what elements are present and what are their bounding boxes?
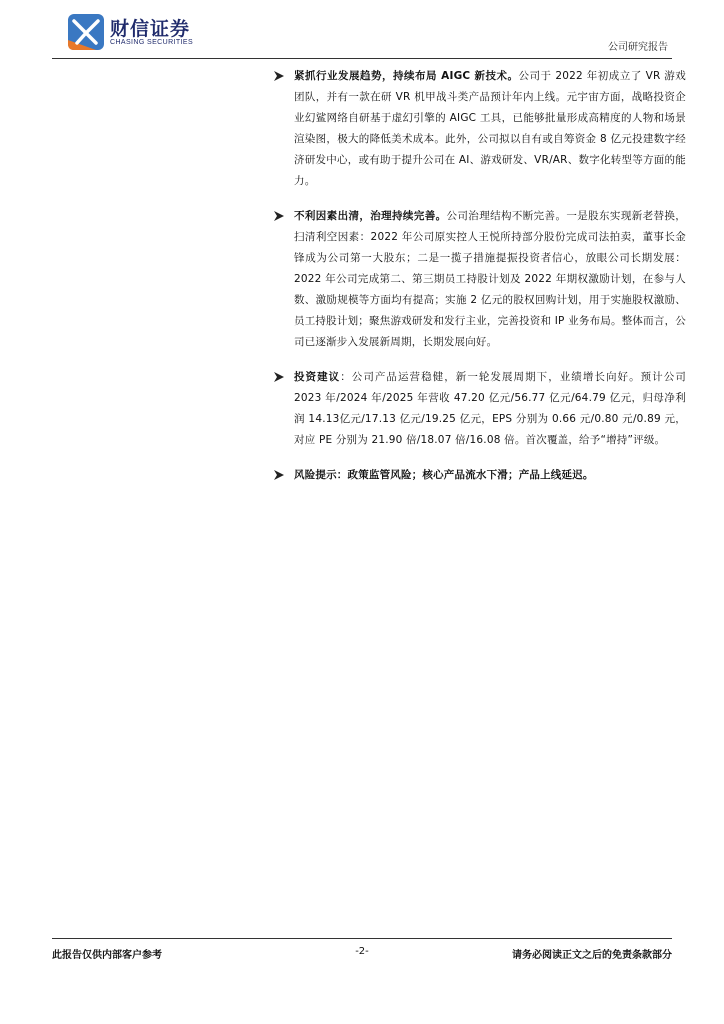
- paragraph-body: 公司于 2022 年初成立了 VR 游戏团队，并有一款在研 VR 机甲战斗类产品预计年内上线。元宇宙方面，战略投资企业幻鲨网络自研基于虚幻引擎的 AIGC 工具，已能够批量形成高精度的人物和场景渲染图，极大的降低美术成本。此外，公司拟以自有或自筹资金 8 亿元投建数字经济研发中心，或有助于提升公司在 AI、游戏研发、VR/AR、数字化转型等方面的能力。: [294, 70, 686, 187]
- paragraph-body: 公司治理结构不断完善。一是股东实现新老替换，扫清利空因素：2022 年公司原实控人王悦所持部分股份完成司法拍卖，董事长金锋成为公司第一大股东；二是一揽子措施提振投资者信心，放眼公司长期发展：2022 年公司完成第二、第三期员工持股计划及 2022 年期权激励计划，在参与人数、激励规模等方面均有提高；实施 2 亿元的股权回购计划，用于实施股权激励、员工持股计划；聚焦游戏研发和发行主业，完善投资和 IP 业务布局。整体而言，公司已逐渐步入发展新周期，长期发展向好。: [294, 210, 686, 348]
- paragraph: [294, 367, 686, 451]
- arrow-bullet-icon: [272, 370, 286, 384]
- logo-english-name: CHASING SECURITIES: [110, 39, 194, 46]
- header-divider: [52, 58, 672, 59]
- paragraph-body: ：公司产品运营稳健，新一轮发展周期下，业绩增长向好。预计公司 2023 年/2024 年/2025 年营收 47.20 亿元/56.77 亿元/64.79 亿元，归母净利润 14.13亿元/17.13 亿元/19.25 亿元，EPS 分别为 0.66 元/0.80 元/0.89 元，对应 PE 分别为 21.90 倍/18.07 倍/16.08 倍。首次覆盖，给予“增持”评级。: [294, 371, 686, 446]
- logo-mark-icon: [66, 12, 106, 52]
- list-item-investment-advice: [268, 367, 686, 451]
- footer-divider: [52, 938, 672, 939]
- list-item-risk-warning: [268, 465, 686, 486]
- arrow-bullet-icon: [272, 209, 286, 223]
- paragraph: [294, 66, 686, 192]
- list-item-governance: [268, 206, 686, 353]
- paragraph-lead: 不利因素出清，治理持续完善。: [294, 210, 447, 222]
- report-type-label: 公司研究报告: [608, 42, 668, 53]
- company-logo: [66, 12, 206, 52]
- footer-disclaimer-right: 请务必阅读正文之后的免责条款部分: [512, 950, 672, 961]
- footer-disclaimer-left: 此报告仅供内部客户参考: [52, 950, 162, 961]
- page-header: [0, 0, 724, 56]
- arrow-bullet-icon: [272, 69, 286, 83]
- paragraph: [294, 206, 686, 353]
- main-content: [268, 62, 686, 500]
- logo-chinese-name: 财信证券: [110, 18, 191, 40]
- list-item-industry-trend: [268, 66, 686, 192]
- paragraph-lead: 紧抓行业发展趋势，持续布局 AIGC 新技术。: [294, 70, 519, 82]
- risk-warning-text: 风险提示：政策监管风险；核心产品流水下滑；产品上线延迟。: [294, 469, 594, 481]
- arrow-bullet-icon: [272, 468, 286, 482]
- paragraph-lead: 投资建议: [294, 371, 341, 383]
- page-number: -2-: [355, 946, 369, 957]
